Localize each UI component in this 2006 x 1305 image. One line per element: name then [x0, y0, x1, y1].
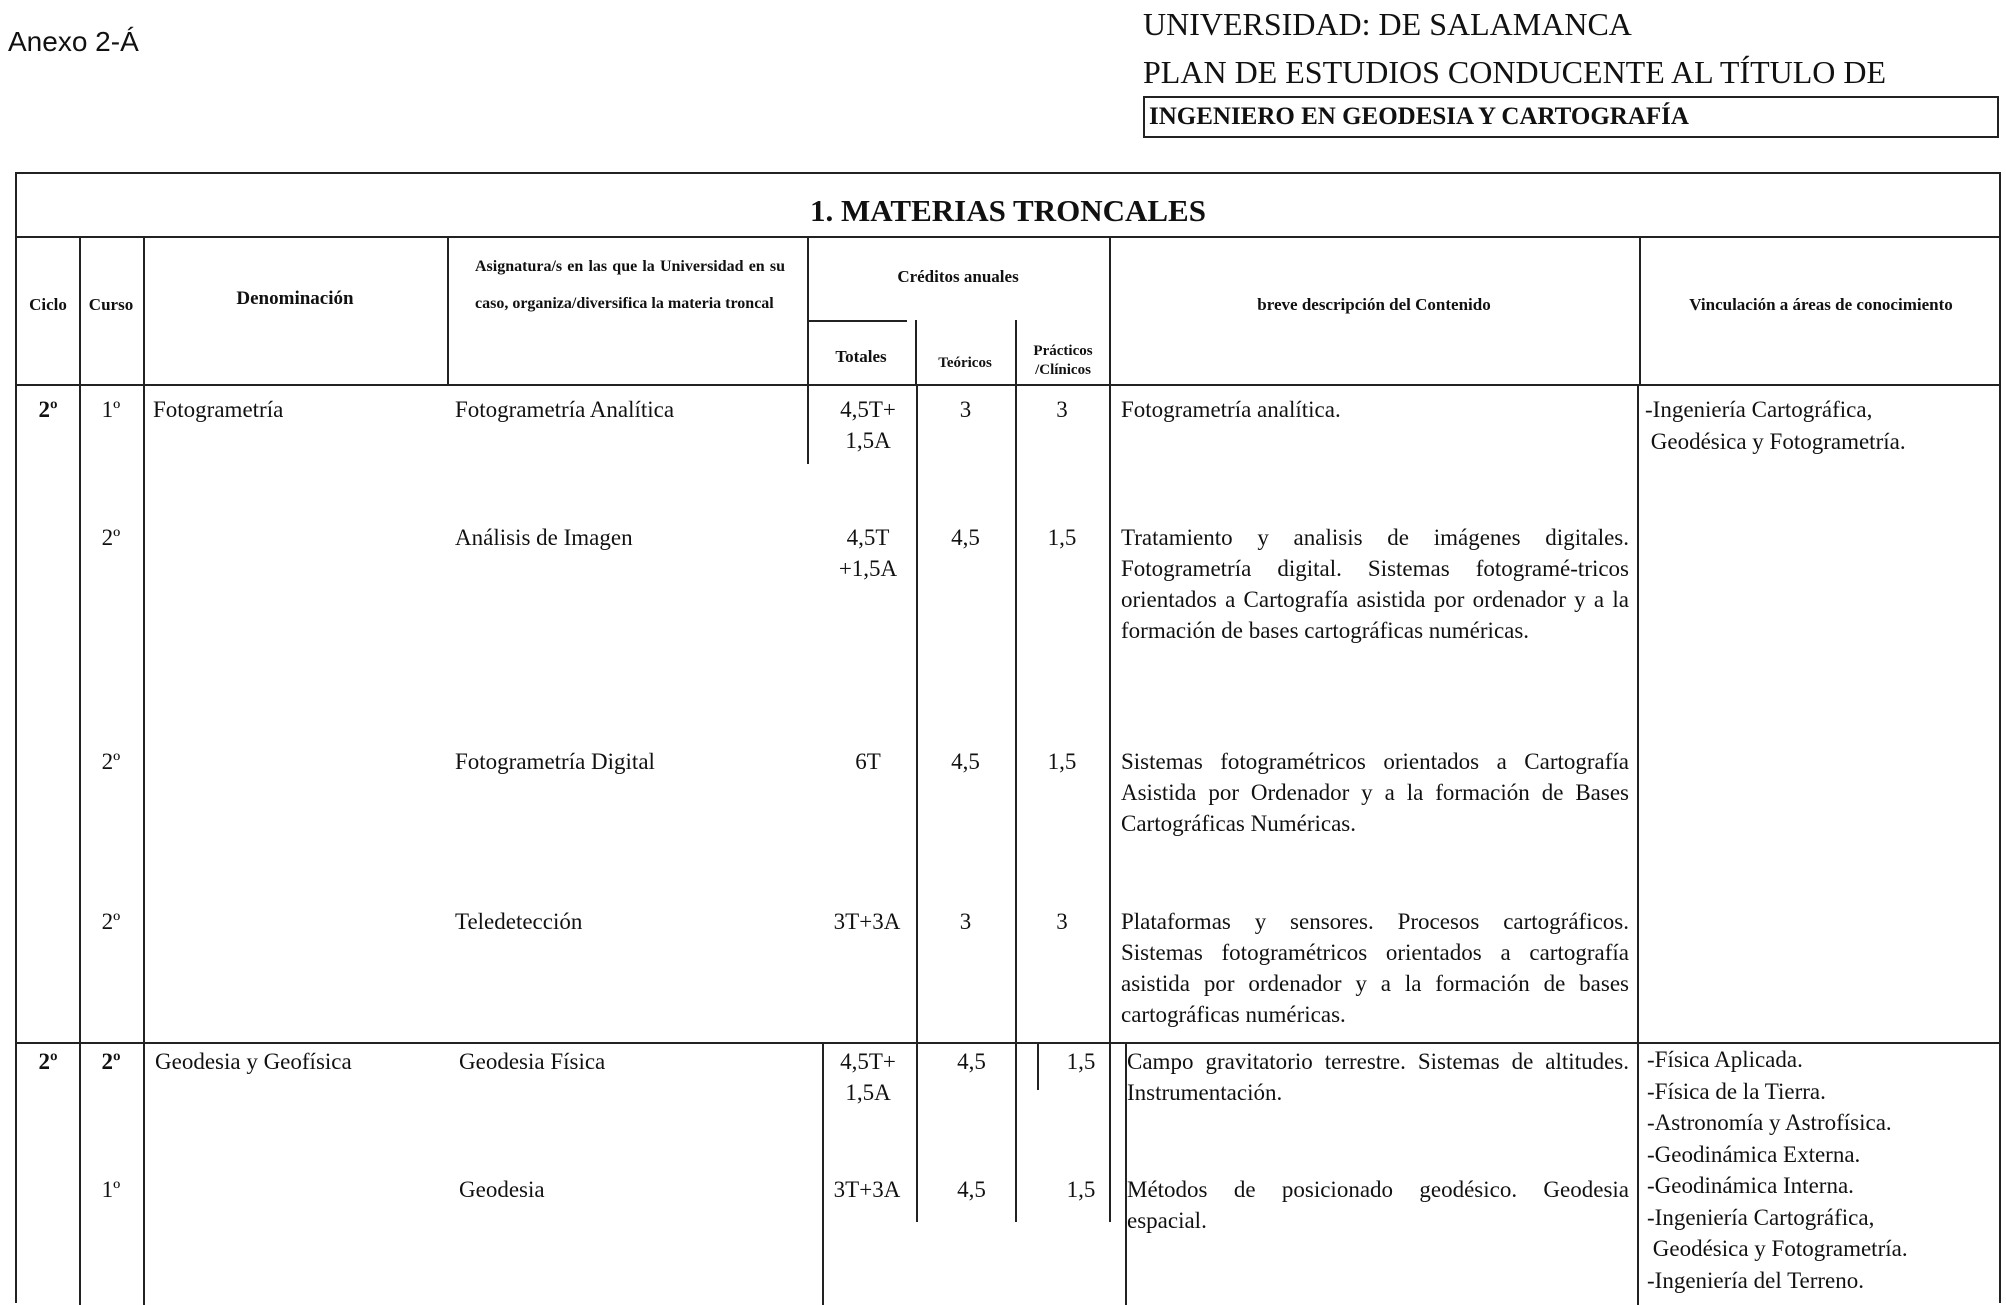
- practicos-cell: 1,5: [1047, 749, 1077, 774]
- curso-cell: 2º: [101, 1049, 121, 1074]
- practicos-cell: 1,5: [1047, 525, 1077, 550]
- col-rule: [916, 384, 918, 1222]
- university-name: UNIVERSIDAD: DE SALAMANCA: [1143, 6, 1632, 42]
- totales-cell: 3T+3A: [833, 909, 901, 934]
- totales-cell: 4,5T+ 1,5A: [840, 1049, 896, 1105]
- teoricos-cell: 4,5: [951, 749, 980, 774]
- area-item: -Astronomía y Astrofísica.: [1647, 1110, 1892, 1135]
- header-asignaturas: Asignatura/s en las que la Universidad en su caso, organiza/diversifica la materia troncal: [475, 258, 785, 312]
- area-item: -Geodinámica Interna.: [1647, 1173, 1854, 1198]
- table-rule-title: [17, 236, 1999, 238]
- header-teoricos: Teóricos: [938, 355, 992, 371]
- ciclo-cell: 2º: [38, 397, 58, 422]
- degree-title: INGENIERO EN GEODESIA Y CARTOGRAFÍA: [1143, 96, 1999, 138]
- col-rule: [807, 384, 809, 464]
- table-rule-header: [17, 384, 1999, 386]
- descripcion-cell: Plataformas y sensores. Procesos cartográficos. Sistemas fotogramétricos orientados a cartografía asistida por ordenador y a la formación de bases cartográficas numéricas.: [1121, 909, 1629, 1027]
- col-rule: [822, 1042, 824, 1305]
- teoricos-cell: 4,5: [957, 1177, 986, 1202]
- area-item: -Ingeniería del Terreno.: [1647, 1267, 1864, 1293]
- header-denominacion: Denominación: [236, 288, 354, 309]
- asignatura-cell: Geodesia: [459, 1177, 545, 1202]
- denominacion-cell: Geodesia y Geofísica: [155, 1049, 352, 1074]
- practicos-cell: 3: [1056, 397, 1068, 422]
- annex-label: Anexo 2-Á: [8, 26, 139, 57]
- header-ciclo: Ciclo: [29, 295, 67, 314]
- descripcion-cell: Campo gravitatorio terrestre. Sistemas de altitudes. Instrumentación.: [1127, 1049, 1629, 1105]
- section-title: 1. MATERIAS TRONCALES: [810, 193, 1206, 228]
- col-rule: [1637, 384, 1639, 1305]
- asignatura-cell: Teledetección: [455, 909, 583, 934]
- areas-cell: [1645, 394, 1906, 457]
- col-rule: [447, 236, 449, 384]
- header-practicos: Prácticos /Clínicos: [1033, 343, 1093, 378]
- area-item: -Geodinámica Externa.: [1647, 1141, 1861, 1167]
- curso-cell: 1º: [101, 397, 121, 422]
- practicos-cell: 1,5: [1066, 1177, 1096, 1202]
- header-curso: Curso: [88, 295, 134, 314]
- totales-cell: 3T+3A: [833, 1177, 901, 1202]
- area-item: -Física Aplicada.: [1647, 1047, 1803, 1072]
- document-header: [1143, 0, 2003, 138]
- totales-cell: 6T: [855, 749, 881, 774]
- practicos-cell: 1,5: [1066, 1049, 1096, 1074]
- header-totales: Totales: [835, 347, 887, 366]
- area-item: -Ingeniería Cartográfica,: [1647, 1204, 1875, 1230]
- area-item: -Física de la Tierra.: [1647, 1078, 1826, 1104]
- descripcion-cell: Fotogrametría analítica.: [1121, 397, 1341, 422]
- asignatura-cell: Análisis de Imagen: [455, 525, 633, 550]
- area-item: Geodésica y Fotogrametría.: [1645, 428, 1906, 454]
- teoricos-cell: 4,5: [951, 525, 980, 550]
- totales-cell: 4,5T+ 1,5A: [840, 397, 896, 453]
- table-rule-credits: [807, 320, 907, 322]
- plan-title: PLAN DE ESTUDIOS CONDUCENTE AL TÍTULO DE: [1143, 54, 1887, 90]
- header-vinculacion: Vinculación a áreas de conocimiento: [1689, 295, 1953, 314]
- curso-cell: 2º: [101, 909, 121, 934]
- totales-cell: 4,5T +1,5A: [838, 525, 898, 581]
- header-creditos: Créditos anuales: [897, 267, 1019, 286]
- asignatura-cell: Fotogrametría Digital: [455, 749, 655, 774]
- asignatura-cell: Geodesia Física: [459, 1049, 606, 1074]
- curso-cell: 2º: [101, 525, 121, 550]
- subjects-table: [15, 172, 2001, 1303]
- col-rule: [143, 236, 145, 1305]
- denominacion-cell: Fotogrametría: [153, 397, 284, 422]
- areas-cell: [1647, 1044, 1908, 1296]
- descripcion-cell: Tratamiento y analisis de imágenes digitales. Fotogrametría digital. Sistemas fotogramé-tricos orientados a Cartografía asistida por ordenador y a la formación de bases cartográficas numéricas.: [1121, 525, 1629, 643]
- descripcion-cell: Métodos de posicionado geodésico. Geodesia espacial.: [1127, 1177, 1629, 1233]
- practicos-cell: 3: [1056, 909, 1068, 934]
- asignatura-cell: Fotogrametría Analítica: [455, 397, 675, 422]
- curso-cell: 1º: [101, 1177, 121, 1202]
- teoricos-cell: 3: [959, 909, 972, 934]
- area-item: Geodésica y Fotogrametría.: [1647, 1236, 1908, 1261]
- descripcion-cell: Sistemas fotogramétricos orientados a Cartografía Asistida por Ordenador y a la formación de Bases Cartográficas Numéricas.: [1121, 749, 1629, 836]
- area-item: -Ingeniería Cartográfica,: [1645, 397, 1873, 422]
- col-rule: [1015, 384, 1017, 1222]
- header-descripcion: breve descripción del Contenido: [1257, 295, 1491, 314]
- ciclo-cell: 2º: [38, 1049, 58, 1074]
- teoricos-cell: 3: [959, 397, 972, 422]
- teoricos-cell: 4,5: [957, 1049, 986, 1074]
- curso-cell: 2º: [101, 749, 121, 774]
